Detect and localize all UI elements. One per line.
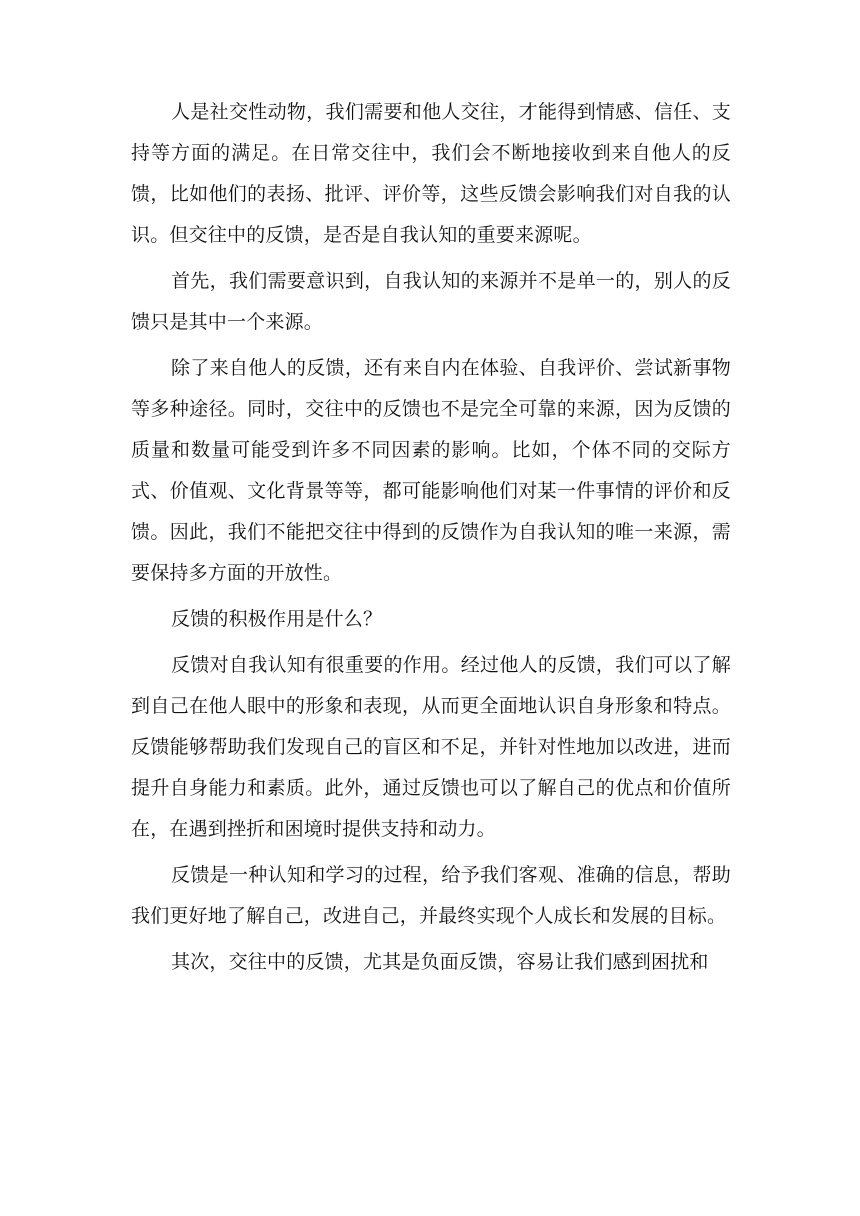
paragraph-5: 反馈对自我认知有很重要的作用。经过他人的反馈，我们可以了解到自己在他人眼中的形象和表现，从而更全面地认识自身形象和特点。反馈能够帮助我们发现自己的盲区和不足，并针对性地加以改进，进而提升自身能力和素质。此外，通过反馈也可以了解自己的优点和价值所在，在遇到挫折和困境时提供支持和动力。 [131, 654, 731, 840]
paragraph-4-heading: 反馈的积极作用是什么？ [171, 608, 383, 630]
document-body [131, 92, 731, 988]
paragraph-7: 其次，交往中的反馈，尤其是负面反馈，容易让我们感到困扰和 [171, 951, 709, 973]
paragraph-2: 首先，我们需要意识到，自我认知的来源并不是单一的，别人的反馈只是其中一个来源。 [131, 270, 731, 333]
paragraph-6: 反馈是一种认知和学习的过程，给予我们客观、准确的信息，帮助我们更好地了解自己，改进自己，并最终实现个人成长和发展的目标。 [131, 864, 731, 927]
paragraph-1: 人是社交性动物，我们需要和他人交往，才能得到情感、信任、支持等方面的满足。在日常交往中，我们会不断地接收到来自他人的反馈，比如他们的表扬、批评、评价等，这些反馈会影响我们对自我的认识。但交往中的反馈，是否是自我认知的重要来源呢。 [131, 101, 731, 246]
paragraph-3: 除了来自他人的反馈，还有来自内在体验、自我评价、尝试新事物等多种途径。同时，交往中的反馈也不是完全可靠的来源，因为反馈的质量和数量可能受到许多不同因素的影响。比如，个体不同的交际方式、价值观、文化背景等等，都可能影响他们对某一件事情的评价和反馈。因此，我们不能把交往中得到的反馈作为自我认知的唯一来源，需要保持多方面的开放性。 [131, 357, 731, 584]
